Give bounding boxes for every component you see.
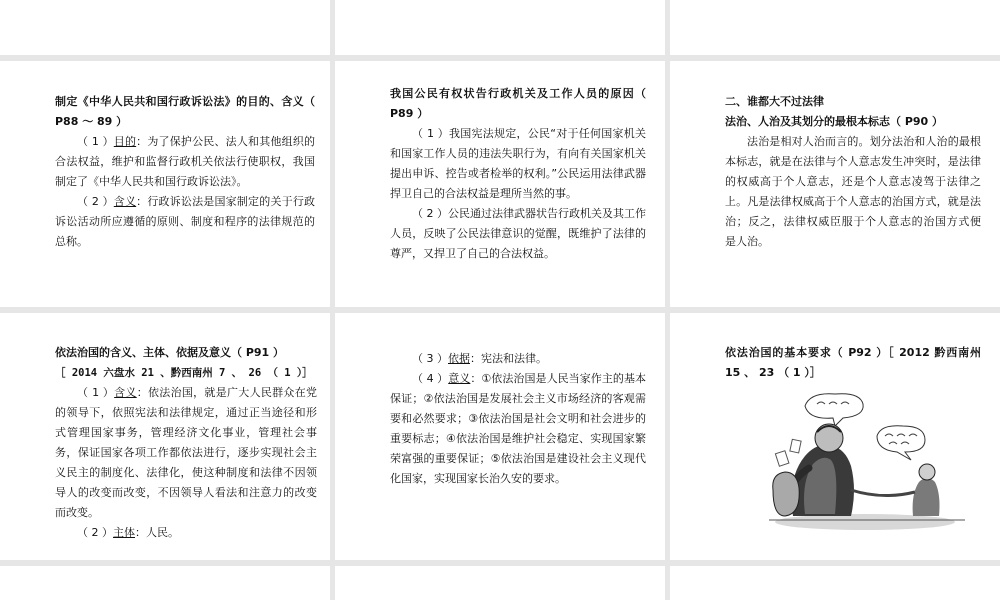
slide-top-middle-partial	[335, 0, 665, 55]
slide3-paragraph: 法治是相对人治而言的。划分法治和人治的最根本标志，就是在法律与个人意志发生冲突时，是法律的权威高于个人意志，还是个人意志凌驾于法律之上。凡是法律权威高于个人意志的治国方式，就是法治；反之，法律权威臣服于个人意志的治国方式便 是人治。	[725, 135, 981, 248]
significance-text: ：①依法治国是人民当家作主的基本保证；②依法治国是发展社会主义市场经济的客观需要和必然要求；③依法治国是社会文明和社会进步的重要标志；④依法治国是维护社会稳定、实现国家繁荣富强的重要保证；⑤依法治国是建设社会主义现代化国家，实现国家长治久安的要求。	[390, 372, 646, 485]
subject-number: （ 2 ）	[77, 526, 113, 539]
significance-number: （ 4 ）	[412, 372, 449, 385]
slide2-reason-1: （ 1 ）我国宪法规定，公民“对于任何国家机关和国家工作人员的违法失职行为，有向有关国家机关提出申诉、控告或者检举的权利。”公民运用法律武器捍卫自己的合法权益是理所当然的事。	[390, 127, 646, 200]
slide3-content	[725, 92, 981, 252]
subject-label: 主体	[113, 526, 135, 539]
purpose-label: 目的	[113, 135, 137, 148]
slide-bottom-middle-partial	[335, 566, 665, 600]
slide-top-right-partial	[670, 0, 1000, 55]
basis-number: （ 3 ）	[412, 352, 448, 365]
meaning-number: （ 1 ）	[77, 386, 115, 399]
slide6-title: 依法治国的基本要求（ P92 ）［ 2012 黔西南州 15 、 23 （ 1 ）］	[725, 346, 981, 379]
slide-bottom-left-partial	[0, 566, 330, 600]
slide3-heading: 二、谁都大不过法律	[725, 95, 824, 108]
significance-label: 意义	[448, 372, 471, 385]
slide5-content	[390, 349, 646, 489]
slide4-title: 依法治国的含义、主体、依据及意义（ P91 ）	[55, 346, 285, 359]
subject-text: ：人民。	[135, 526, 179, 539]
slide3-subtitle: 法治、人治及其划分的最根本标志（ P90 ）	[725, 115, 944, 128]
meaning-text: ：行政诉讼法是国家制定的关于行政诉讼活动所应遵循的原则、制度和程序的法律规范的总称。	[55, 195, 316, 248]
slide-bottom-right-partial	[670, 566, 1000, 600]
basis-text: ：宪法和法律。	[470, 352, 547, 365]
slide2-content	[390, 84, 646, 264]
slide4-subject	[55, 523, 317, 543]
purpose-number: （ 1 ）	[77, 135, 114, 148]
meaning-number: （ 2 ）	[77, 195, 114, 208]
purpose-text: ：为了保护公民、法人和其他组织的合法权益，维护和监督行政机关依法行使职权，我国制定了《中华人民共和国行政诉讼法》。	[55, 135, 316, 188]
slide1-purpose	[55, 132, 315, 192]
slide1-title: 制定《中华人民共和国行政诉讼法》的目的、含义（ P88 ～ 89 ）	[55, 95, 315, 128]
slide1-meaning	[55, 192, 315, 252]
slide4-meaning	[55, 383, 317, 523]
basis-label: 依据	[448, 352, 470, 365]
cartoon-illustration-icon	[765, 386, 971, 532]
meaning-label: 含义	[114, 386, 137, 399]
meaning-text: ：依法治国，就是广大人民群众在党的领导下，依照宪法和法律规定，通过正当途径和形式管理国家事务，管理经济文化事业，管理社会事务，保证国家各项工作都依法进行，逐步实现社会主义民主的制度化、法律化，使这种制度和法律不因领导人的改变而改变，不因领导人看法和注意力的改变而改变。	[55, 386, 318, 519]
slide2-reason-2: （ 2 ）公民通过法律武器状告行政机关及其工作人员，反映了公民法律意识的觉醒，既维护了法律的尊严，又捍卫了自己的合法权益。	[390, 207, 646, 260]
slide5-basis	[390, 349, 646, 369]
slide4-exam-reference: ［ 2014 六盘水 21 、黔西南州 7 、 26 （ 1 ）］	[55, 367, 313, 379]
slide2-title: 我国公民有权状告行政机关及工作人员的原因（ P89 ）	[390, 87, 646, 120]
slide5-significance	[390, 369, 646, 489]
slide4-content	[55, 343, 317, 543]
slide-top-left-partial	[0, 0, 330, 55]
slide6-content	[725, 343, 981, 383]
slide1-content	[55, 92, 315, 252]
meaning-label: 含义	[113, 195, 137, 208]
